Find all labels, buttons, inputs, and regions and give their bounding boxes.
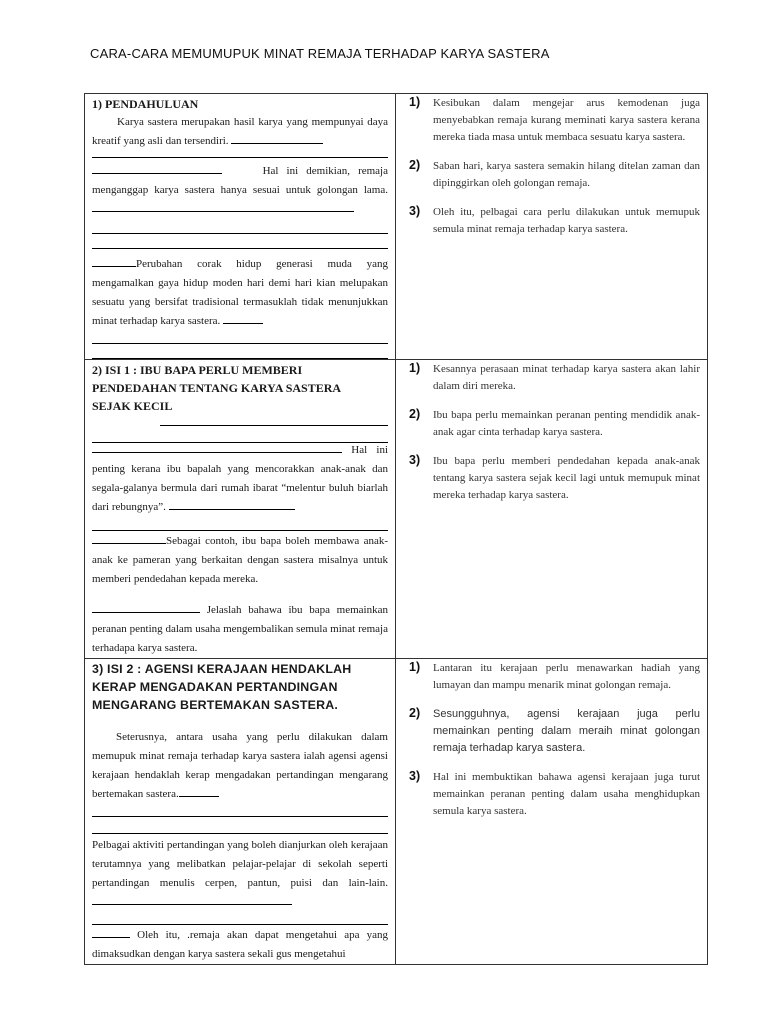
section-row-3 bbox=[85, 659, 708, 965]
blank-line bbox=[92, 248, 388, 249]
notes-table bbox=[84, 93, 708, 965]
blank-line bbox=[92, 157, 388, 158]
section-row-2 bbox=[85, 360, 708, 659]
point-item: 1) Kesannya perasaan minat terhadap karya sastera akan lahir dalam diri mereka. bbox=[409, 361, 700, 392]
section-1-paragraph-2: Hal ini demikian, remaja menganggap karya sastera hanya sesuai untuk golongan lama. bbox=[92, 162, 388, 219]
point-item: 3) Oleh itu, pelbagai cara perlu dilakukan untuk memupuk semula minat remaja terhadap karya sastera. bbox=[409, 204, 700, 235]
section-2-points bbox=[396, 361, 707, 504]
section-3-heading: 3) ISI 2 : AGENSI KERAJAAN HENDAKLAH KERAP MENGADAKAN PERTANDINGAN MENGARANG BERTEMAKAN SASTERA. bbox=[92, 662, 352, 712]
blank-line bbox=[92, 343, 388, 344]
section-1-heading: 1) PENDAHULUAN bbox=[92, 97, 199, 111]
section-1-paragraph-3: Perubahan corak hidup generasi muda yang mengamalkan gaya hidup moden hari demi hari kian melupakan sesuatu yang bersifat tradisional termasuklah tidak menunjukkan minat terhadap karya sastera. bbox=[92, 258, 388, 327]
blank-line bbox=[92, 816, 388, 817]
point-item: 1) Lantaran itu kerajaan perlu menawarkan hadiah yang lumayan dan mampu menarik minat golongan remaja. bbox=[409, 660, 700, 691]
section-2-notes-cell bbox=[85, 360, 396, 659]
section-3-paragraph-2: Pelbagai aktiviti pertandingan yang boleh dianjurkan oleh kerajaan terutamnya yang melibatkan pelajar-pelajar di sekolah seperti pertandingan menulis cerpen, pantun, puisi dan lain-lain. bbox=[92, 836, 388, 912]
point-item: 3) Ibu bapa perlu memberi pendedahan kepada anak-anak tentang karya sastera sejak kecil lagi untuk memupuk minat mereka terhadap karya sastera. bbox=[409, 453, 700, 501]
section-2-paragraph-2: Sebagai contoh, ibu bapa boleh membawa anak-anak ke pameran yang berkaitan dengan sastera misalnya untuk memberi pendedahan kepada mereka. bbox=[92, 535, 388, 585]
section-2-heading: 2) ISI 1 : IBU BAPA PERLU MEMBERI PENDEDAHAN TENTANG KARYA SASTERA SEJAK KECIL bbox=[92, 363, 341, 413]
section-2-paragraph-1: Hal ini penting kerana ibu bapalah yang mencorakkan anak-anak dan segala-galanya bermula dari rumah ibarat “melentur buluh biarlah dari rebungnya”. bbox=[92, 444, 388, 513]
section-3-paragraph-1: Seterusnya, antara usaha yang perlu dilakukan dalam memupuk minat remaja terhadap karya sastera ialah agensi agensi kerajaan hendaklah kerap mengadakan pertandingan mengarang bertemakan sastera. bbox=[92, 731, 388, 800]
point-item: 2) Sesungguhnya, agensi kerajaan juga perlu memainkan penting dalam meraih minat golongan remaja terhadap karya sastera. bbox=[409, 706, 700, 754]
blank-line bbox=[160, 425, 388, 426]
point-item: 2) Ibu bapa perlu memainkan peranan penting mendidik anak-anak agar cinta terhadap karya sastera. bbox=[409, 407, 700, 438]
document-title: CARA-CARA MEMUMUPUK MINAT REMAJA TERHADAP KARYA SASTERA bbox=[90, 46, 550, 61]
section-1-notes-cell bbox=[85, 94, 396, 360]
section-1-points-cell bbox=[396, 94, 708, 360]
blank-line bbox=[92, 924, 388, 925]
point-item: 3) Hal ini membuktikan bahawa agensi kerajaan juga turut memainkan peranan penting dalam usaha menghidupkan semula karya sastera. bbox=[409, 769, 700, 817]
section-2-paragraph-3: Jelaslah bahawa ibu bapa memainkan peranan penting dalam usaha mengembalikan semula minat remaja terhadapa karya sastera. bbox=[92, 604, 388, 654]
blank-line bbox=[92, 833, 388, 834]
section-row-1 bbox=[85, 94, 708, 360]
point-item: 1) Kesibukan dalam mengejar arus kemodenan juga menyebabkan remaja kurang meminati karya sastera kerana mereka tiada masa untuk membaca sesuatu karya sastera. bbox=[409, 95, 700, 143]
section-1-paragraph-1: Karya sastera merupakan hasil karya yang mempunyai daya kreatif yang asli dan tersendiri. bbox=[92, 116, 388, 147]
point-item: 2) Saban hari, karya sastera semakin hilang ditelan zaman dan dipinggirkan oleh golongan remaja. bbox=[409, 158, 700, 189]
blank-line bbox=[92, 233, 388, 234]
section-2-points-cell bbox=[396, 360, 708, 659]
section-3-points bbox=[396, 660, 707, 820]
section-3-points-cell bbox=[396, 659, 708, 965]
section-3-notes-cell bbox=[85, 659, 396, 965]
section-3-paragraph-3: Oleh itu, .remaja akan dapat mengetahui apa yang dimaksudkan dengan karya sastera sekali gus mengetahui bbox=[92, 929, 389, 960]
section-1-points bbox=[396, 95, 707, 238]
blank-line bbox=[92, 530, 388, 531]
